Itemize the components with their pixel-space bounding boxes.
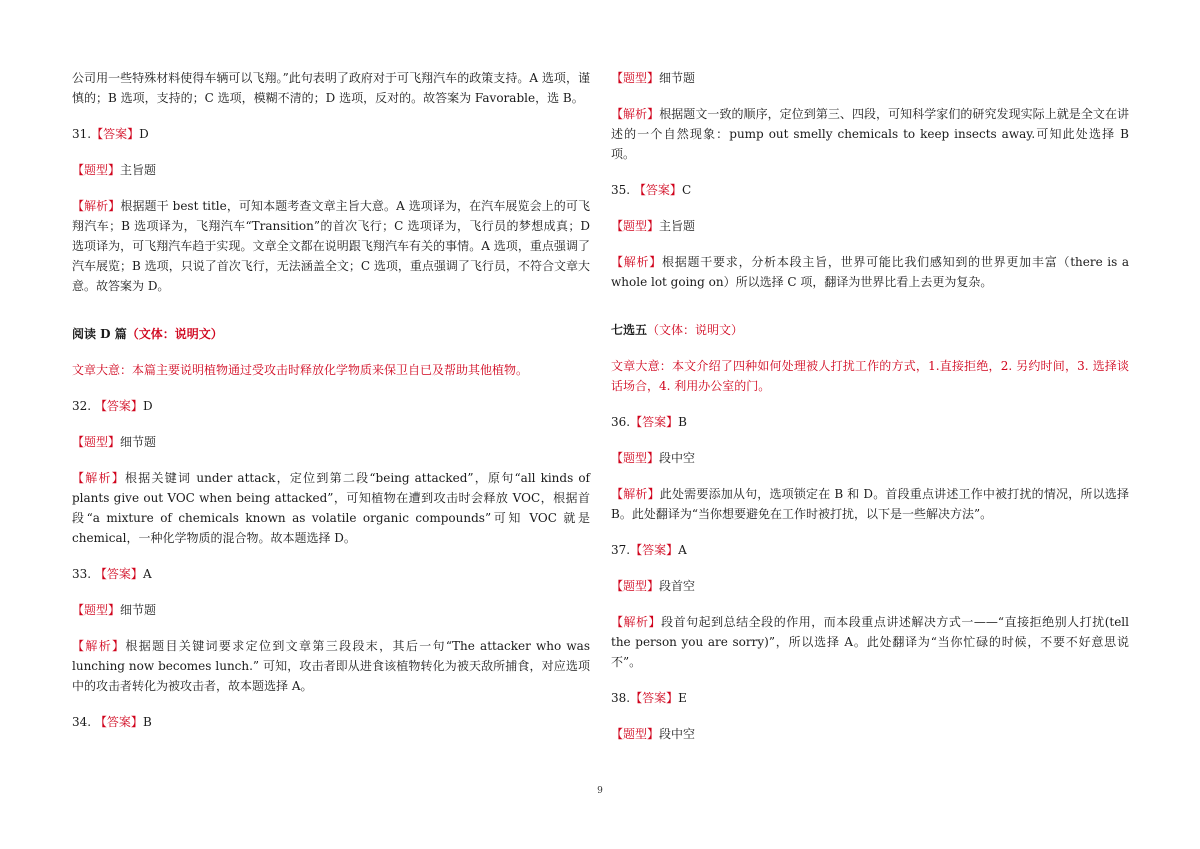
explanation-tag: 【解析】 bbox=[611, 255, 663, 269]
explanation-text: 段首句起到总结全段的作用，而本段重点讲述解决方式一——“直接拒绝别人打扰(tell the person you are sorry)”，所以选择 A。此处翻译为“当你忙碌的时候，不要不好意思说不”。 bbox=[611, 615, 1129, 669]
section-genre: （文体：说明文） bbox=[126, 327, 223, 341]
explanation-tag: 【解析】 bbox=[611, 107, 660, 121]
type-value: 细节题 bbox=[120, 603, 157, 617]
answer-value: A bbox=[678, 543, 687, 557]
question-number: 33. bbox=[72, 567, 92, 581]
type-value: 段首空 bbox=[659, 579, 696, 593]
section-title: 阅读 D 篇 bbox=[72, 327, 127, 341]
type-tag: 【题型】 bbox=[611, 727, 660, 741]
explanation-text: 根据关键词 under attack，定位到第二段“being attacked”，原句“all kinds of plants give out VOC when being attacked”，可知植物在遭到攻击时会释放 VOC，根据首段“a mixture of chemicals known as volatile organic compounds”可知 VOC 就是 chemical，一种化学物质的混合物。故本题选择 D。 bbox=[72, 471, 590, 545]
question-number: 35. bbox=[611, 183, 631, 197]
section-title-seven-choose-five bbox=[611, 320, 1129, 340]
answer-tag: 【答案】 bbox=[630, 415, 679, 429]
answer-value: D bbox=[139, 127, 149, 141]
paragraph-q30-tail: 公司用一些特殊材料使得车辆可以飞翔。”此句表明了政府对于可飞翔汽车的政策支持。A 选项，谨慎的；B 选项，支持的；C 选项，模糊不清的；D 选项，反对的。故答案为 Favorable，选 B。 bbox=[72, 71, 590, 105]
type-38 bbox=[611, 724, 1129, 744]
type-tag: 【题型】 bbox=[72, 435, 121, 449]
explanation-tag: 【解析】 bbox=[72, 199, 121, 213]
question-number: 37. bbox=[611, 543, 631, 557]
answer-38 bbox=[611, 688, 1129, 708]
answer-37 bbox=[611, 540, 1129, 560]
section-genre: （文体：说明文） bbox=[647, 323, 744, 337]
answer-tag: 【答案】 bbox=[94, 715, 143, 729]
answer-tag: 【答案】 bbox=[91, 127, 140, 141]
answer-value: B bbox=[678, 415, 687, 429]
answer-tag: 【答案】 bbox=[94, 399, 143, 413]
question-number: 38. bbox=[611, 691, 631, 705]
explanation-text: 根据题目关键词要求定位到文章第三段段末，其后一句“The attacker who was lunching now becomes lunch.” 可知，攻击者即从进食该植物转化为被天敌所捕食，对应选项中的攻击者转化为被攻击者，故本题选择 A。 bbox=[72, 639, 590, 693]
explanation-36 bbox=[611, 484, 1129, 524]
explanation-tag: 【解析】 bbox=[611, 487, 660, 501]
answer-34 bbox=[72, 712, 590, 732]
answer-31 bbox=[72, 124, 590, 144]
explanation-text: 根据题干要求，分析本段主旨，世界可能比我们感知到的世界更加丰富（there is a whole lot going on）所以选择 C 项，翻译为世界比看上去更为复杂。 bbox=[611, 255, 1129, 289]
type-33 bbox=[72, 600, 590, 620]
answer-value: D bbox=[142, 399, 153, 413]
type-value: 主旨题 bbox=[659, 219, 696, 233]
answer-tag: 【答案】 bbox=[94, 567, 143, 581]
answer-value: E bbox=[678, 691, 687, 705]
type-36 bbox=[611, 448, 1129, 468]
explanation-32 bbox=[72, 468, 590, 548]
answer-tag: 【答案】 bbox=[630, 543, 679, 557]
explanation-33 bbox=[72, 636, 590, 696]
answer-value: B bbox=[142, 715, 152, 729]
section-summary-seven: 文章大意：本文介绍了四种如何处理被人打扰工作的方式，1.直接拒绝，2. 另约时间，3. 选择谈话场合，4. 利用办公室的门。 bbox=[611, 359, 1129, 393]
explanation-34 bbox=[611, 104, 1129, 164]
left-column bbox=[72, 68, 590, 748]
explanation-text: 此处需要添加从句，选项锁定在 B 和 D。首段重点讲述工作中被打扰的情况，所以选择 B。此处翻译为“当你想要避免在工作时被打扰，以下是一些解决方法”。 bbox=[611, 487, 1129, 521]
section-summary-d: 文章大意：本篇主要说明植物通过受攻击时释放化学物质来保卫自已及帮助其他植物。 bbox=[72, 363, 529, 377]
explanation-35 bbox=[611, 252, 1129, 292]
type-tag: 【题型】 bbox=[611, 451, 660, 465]
section-title: 七选五 bbox=[611, 323, 648, 337]
type-35 bbox=[611, 216, 1129, 236]
type-34 bbox=[611, 68, 1129, 88]
answer-value: C bbox=[681, 183, 692, 197]
explanation-31 bbox=[72, 196, 590, 296]
explanation-text: 根据题文一致的顺序，定位到第三、四段，可知科学家们的研究发现实际上就是全文在讲述的一个自然现象：pump out smelly chemicals to keep insects away.可知此处选择 B 项。 bbox=[611, 107, 1129, 161]
type-tag: 【题型】 bbox=[72, 603, 121, 617]
type-37 bbox=[611, 576, 1129, 596]
section-title-reading-d bbox=[72, 324, 590, 344]
answer-33 bbox=[72, 564, 590, 584]
explanation-tag: 【解析】 bbox=[72, 639, 126, 653]
type-value: 段中空 bbox=[659, 727, 696, 741]
type-value: 段中空 bbox=[659, 451, 696, 465]
question-number: 36. bbox=[611, 415, 631, 429]
question-number: 34. bbox=[72, 715, 92, 729]
answer-35 bbox=[611, 180, 1129, 200]
question-number: 31. bbox=[72, 127, 92, 141]
type-32 bbox=[72, 432, 590, 452]
type-tag: 【题型】 bbox=[611, 579, 660, 593]
type-value: 细节题 bbox=[120, 435, 157, 449]
answer-36 bbox=[611, 412, 1129, 432]
answer-tag: 【答案】 bbox=[633, 183, 682, 197]
answer-tag: 【答案】 bbox=[630, 691, 679, 705]
explanation-tag: 【解析】 bbox=[611, 615, 662, 629]
type-value: 细节题 bbox=[659, 71, 696, 85]
type-tag: 【题型】 bbox=[611, 71, 660, 85]
explanation-37 bbox=[611, 612, 1129, 672]
answer-value: A bbox=[142, 567, 152, 581]
type-tag: 【题型】 bbox=[611, 219, 660, 233]
question-number: 32. bbox=[72, 399, 92, 413]
explanation-tag: 【解析】 bbox=[72, 471, 126, 485]
right-column bbox=[611, 68, 1129, 760]
type-31 bbox=[72, 160, 590, 180]
type-value: 主旨题 bbox=[120, 163, 157, 177]
page-number: 9 bbox=[597, 786, 603, 796]
answer-32 bbox=[72, 396, 590, 416]
explanation-text: 根据题干 best title，可知本题考查文章主旨大意。A 选项译为，在汽车展览会上的可飞翔汽车；B 选项译为，飞翔汽车“Transition”的首次飞行；C 选项译为，飞行员的梦想成真；D 选项译为，可飞翔汽车趋于实现。文章全文都在说明跟飞翔汽车有关的事情。A 选项，重点强调了汽车展览；B 选项，只说了首次飞行，无法涵盖全文；C 选项，重点强调了飞行员，不符合文章大意。故答案为 D。 bbox=[72, 199, 590, 293]
type-tag: 【题型】 bbox=[72, 163, 121, 177]
